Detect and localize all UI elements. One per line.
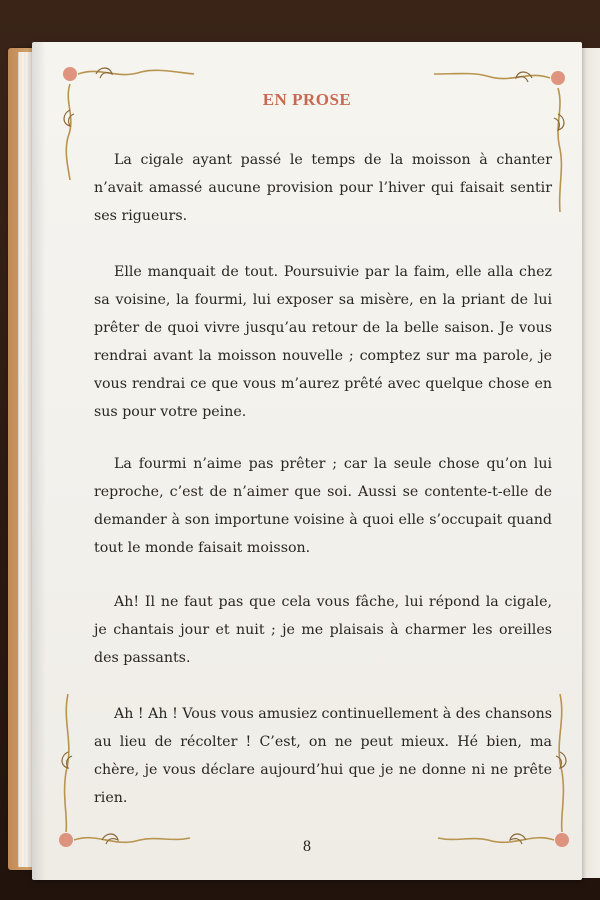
paragraph-1 [94,146,552,230]
paragraph-text: Ah! Il ne faut pas que cela vous fâche, lui répond la cigale, je chantais jour et nuit ; je me plaisais à charmer les oreilles des passants. [94,594,552,666]
paragraph-4 [94,588,552,672]
paragraph-text: Elle manquait de tout. Poursuivie par la faim, elle alla chez sa voisine, la fourmi, lui exposer sa misère, en la priant de lui prêter de quoi vivre jusqu’au retour de la belle saison. Je vous rendrai avant la moisson nouvelle ; comptez sur ma parole, je vous rendrai ce que vous m’aurez prêté avec quelque chose en sus pour votre peine. [94,264,552,420]
section-title: EN PROSE [262,90,352,109]
gutter-shadow [32,42,46,880]
paragraph-5 [94,700,552,812]
book-page [32,42,582,880]
paragraph-text: La cigale ayant passé le temps de la moisson à chanter n’avait amassé aucune provision pour l’hiver qui faisait sentir ses rigueurs. [94,152,552,224]
page-number: 8 [303,838,311,855]
paragraph-3 [94,450,552,562]
paragraph-2 [94,258,552,426]
paragraph-text: Ah ! Ah ! Vous vous amusiez continuellement à des chansons au lieu de récolter ! C’est, on ne peut mieux. Hé bien, ma chère, je vous déclare aujourd’hui que je ne donne ni ne prête rien. [94,706,552,806]
paragraph-text: La fourmi n’aime pas prêter ; car la seule chose qu’on lui reproche, c’est de n’aimer que soi. Aussi se contente-t-elle de demander à son importune voisine à quoi elle s’occupait quand tout le monde faisait moisson. [94,456,552,556]
